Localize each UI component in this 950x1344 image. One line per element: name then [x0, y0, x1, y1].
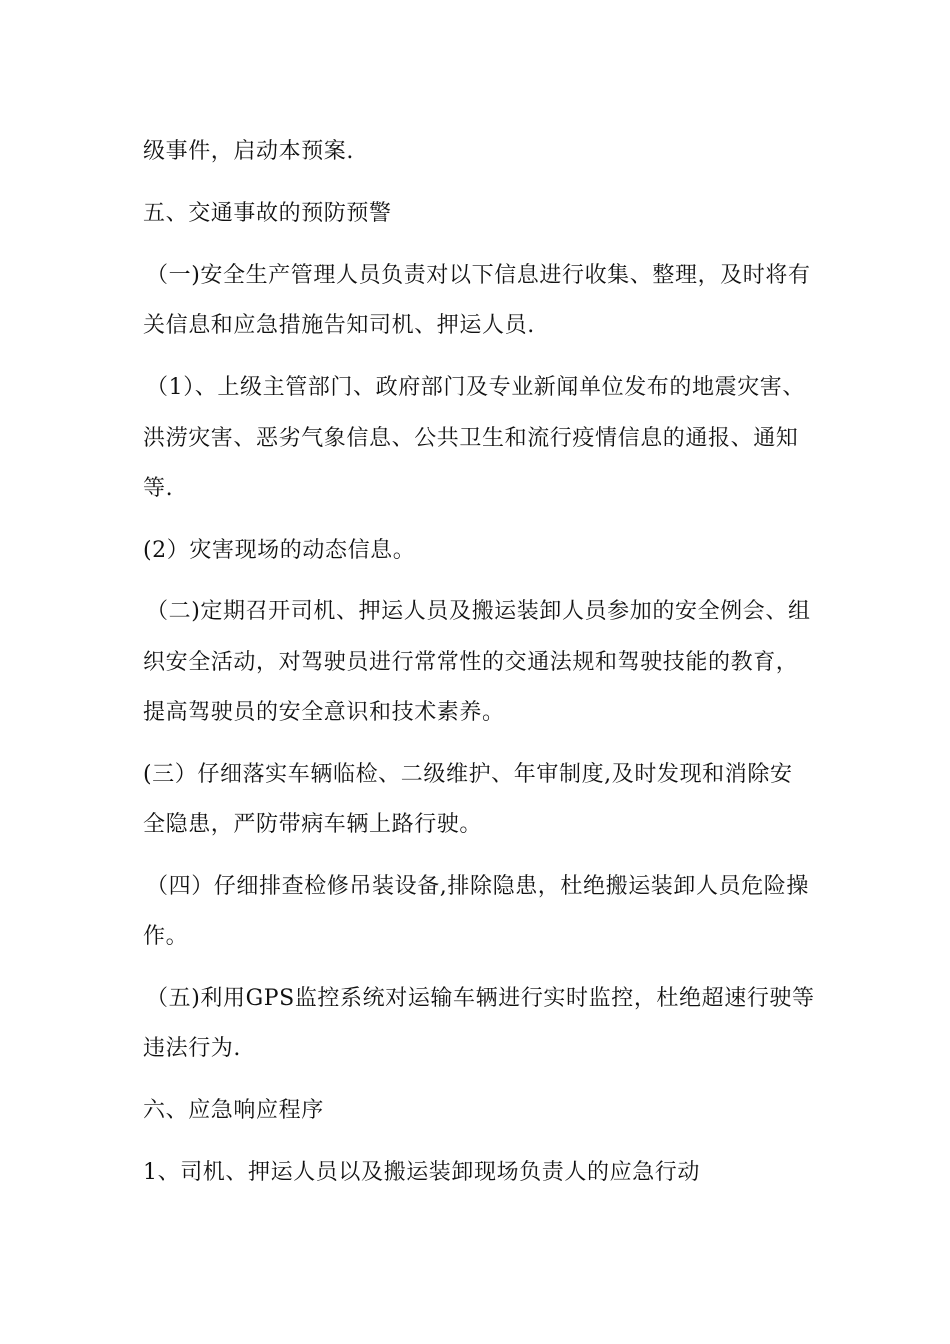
section-heading: 五、交通事故的预防预警 — [143, 201, 392, 226]
text-line: 全隐患，严防带病车辆上路行驶。 — [143, 812, 483, 837]
text-line: 提高驾驶员的安全意识和技术素养。 — [143, 700, 505, 725]
text-line: 洪涝灾害、恶劣气象信息、公共卫生和流行疫情信息的通报、通知 — [143, 426, 799, 451]
text-line: 1、司机、押运人员以及搬运装卸现场负责人的应急行动 — [143, 1160, 700, 1185]
text-line: 等. — [143, 476, 174, 501]
text-line: (三）仔细落实车辆临检、二级维护、年审制度,及时发现和消除安 — [143, 762, 793, 787]
text-line: （一)安全生产管理人员负责对以下信息进行收集、整理，及时将有 — [146, 263, 811, 288]
text-line: （二)定期召开司机、押运人员及搬运装卸人员参加的安全例会、组 — [146, 599, 811, 624]
text-line: 作。 — [143, 924, 189, 949]
section-heading: 六、应急响应程序 — [143, 1098, 324, 1123]
text-line: 织安全活动，对驾驶员进行常常性的交通法规和驾驶技能的教育， — [143, 650, 799, 675]
text-line: 级事件，启动本预案. — [143, 139, 354, 164]
text-line: （四）仔细排查检修吊装设备,排除隐患，杜绝搬运装卸人员危险操 — [146, 874, 809, 899]
text-line: 关信息和应急措施告知司机、押运人员. — [143, 313, 535, 338]
text-line: (2）灾害现场的动态信息。 — [143, 538, 416, 563]
text-line: 违法行为. — [143, 1036, 241, 1061]
text-line: （1）、上级主管部门、政府部门及专业新闻单位发布的地震灾害、 — [146, 375, 805, 400]
text-line: （五)利用GPS监控系统对运输车辆进行实时监控，杜绝超速行驶等 — [146, 986, 815, 1011]
